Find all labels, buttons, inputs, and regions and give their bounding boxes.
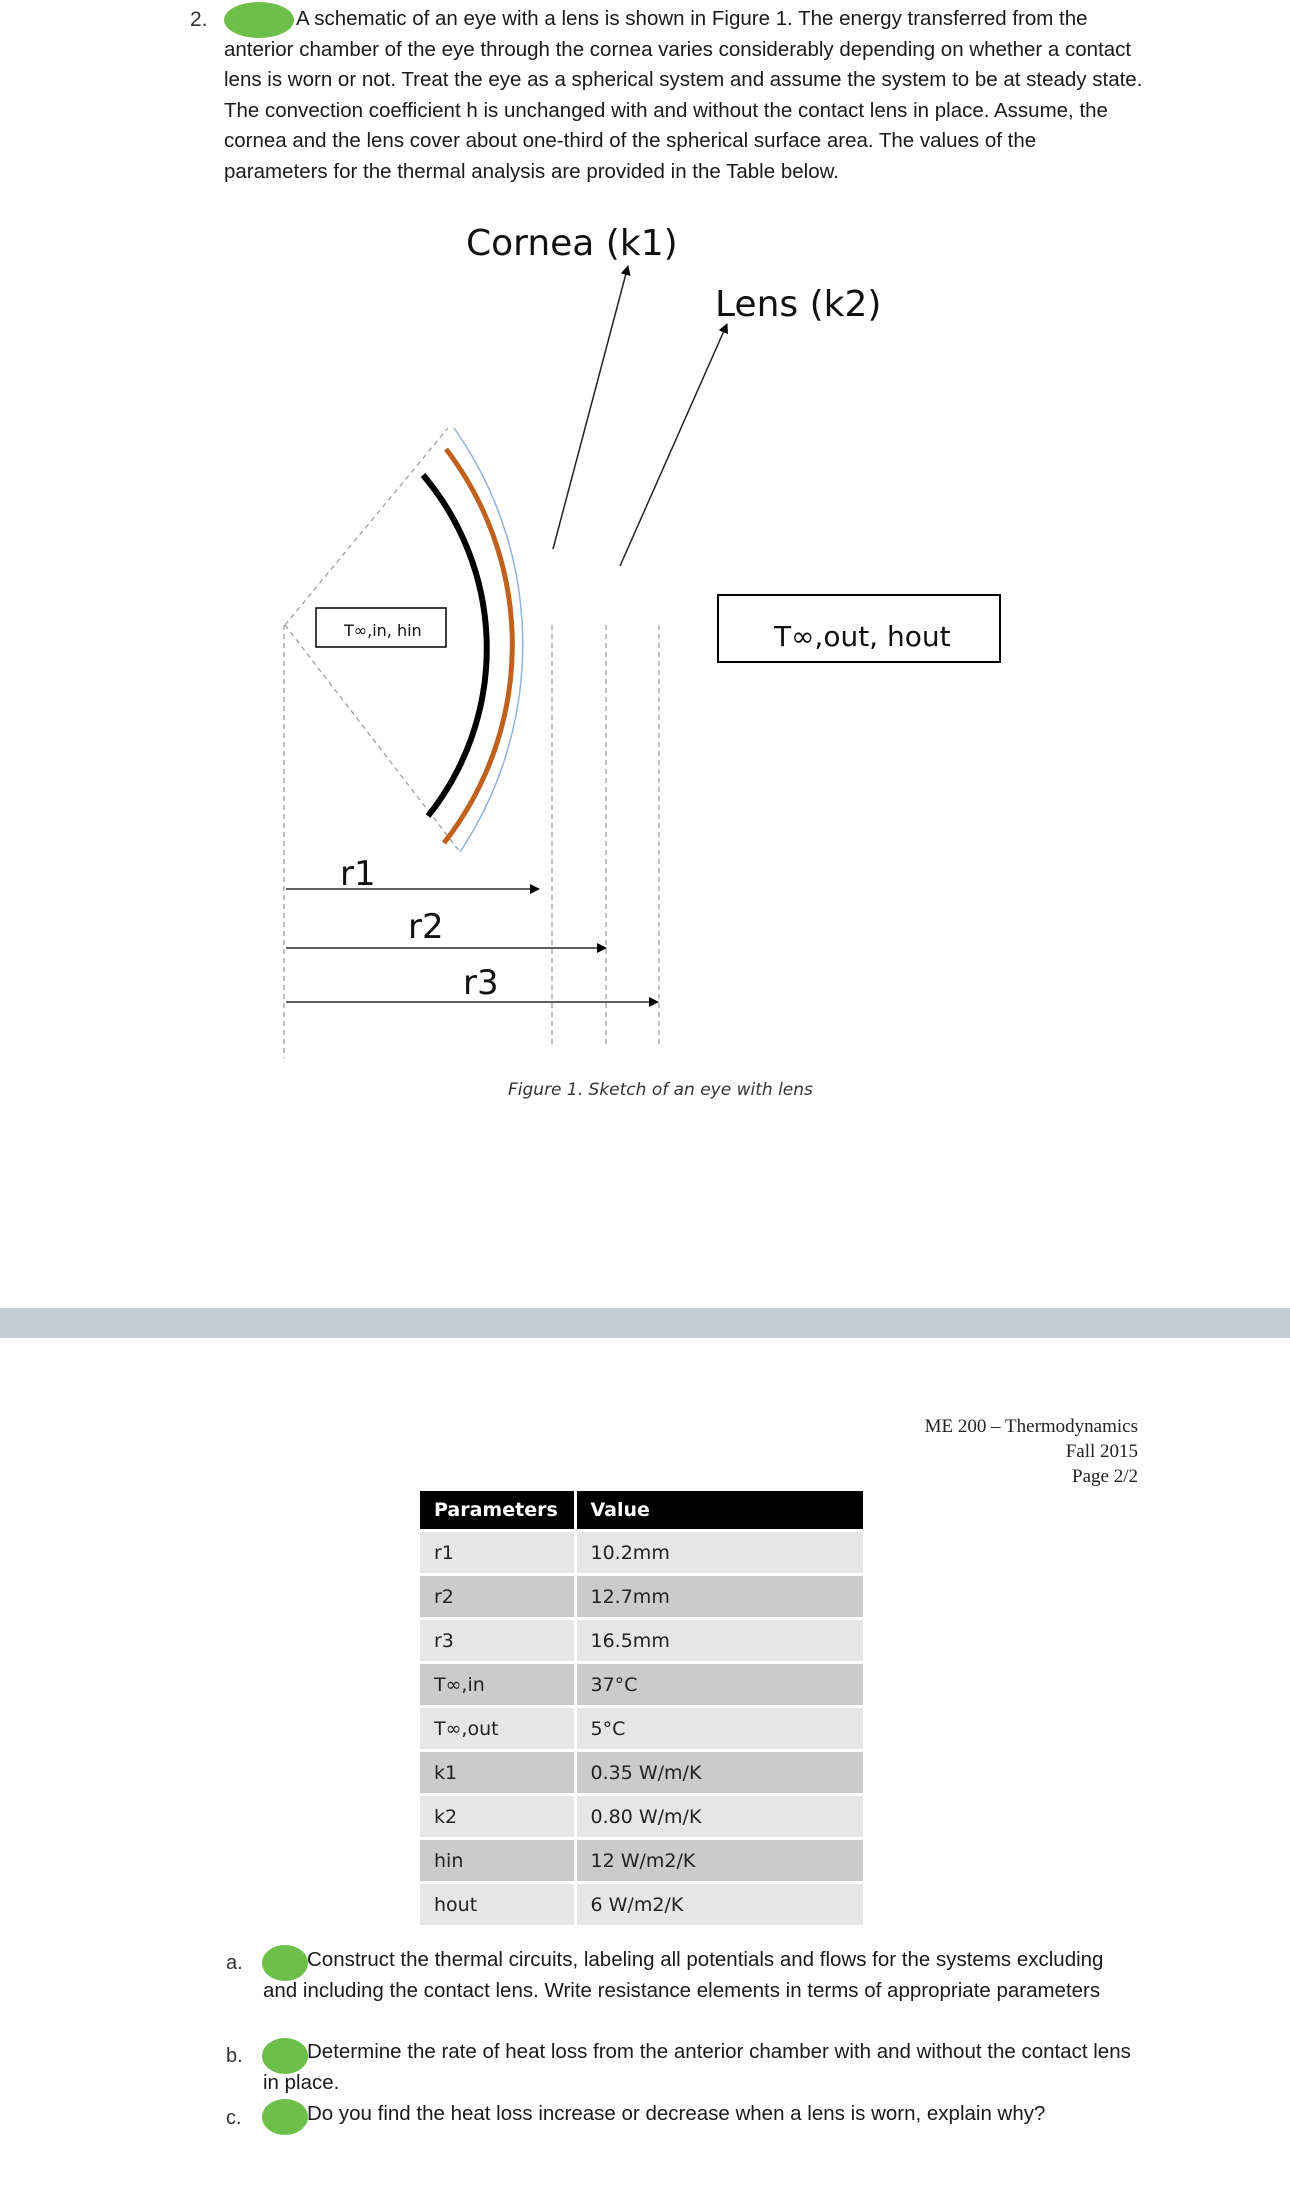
problem-number: 2. (190, 8, 208, 31)
question-a-text: Construct the thermal circuits, labeling all potentials and flows for the systems excluding and including the contact lens. Write resistance elements in terms of appropriate parameters (263, 1948, 1104, 2002)
question-a-label: a. (226, 1952, 243, 1974)
table-header-parameters: Parameters (420, 1491, 575, 1531)
table-header-row (420, 1491, 863, 1531)
course-header (925, 1414, 1138, 1489)
value-cell: 0.80 W/m/K (575, 1795, 863, 1839)
r3-label: r3 (463, 963, 499, 1003)
table-row (420, 1575, 863, 1619)
question-b-text: Determine the rate of heat loss from the anterior chamber with and without the contact lens in place. (263, 2040, 1131, 2094)
cornea-leader-arrow (553, 266, 628, 549)
value-cell: 6 W/m2/K (575, 1883, 863, 1926)
value-cell: 10.2mm (575, 1531, 863, 1575)
param-cell: hin (420, 1839, 575, 1883)
question-b-label: b. (226, 2045, 243, 2067)
sector-guide-lower (285, 625, 460, 852)
table-header-value: Value (575, 1491, 863, 1531)
param-cell: r1 (420, 1531, 575, 1575)
table-row (420, 1883, 863, 1926)
value-cell: 5°C (575, 1707, 863, 1751)
value-cell: 0.35 W/m/K (575, 1751, 863, 1795)
parameters-table (420, 1491, 863, 1925)
r2-label: r2 (408, 907, 444, 947)
table-row (420, 1531, 863, 1575)
param-cell: r3 (420, 1619, 575, 1663)
value-cell: 16.5mm (575, 1619, 863, 1663)
r1-label: r1 (340, 854, 376, 894)
param-cell: T∞,out (420, 1707, 575, 1751)
param-cell: k1 (420, 1751, 575, 1795)
problem-text: A schematic of an eye with a lens is shown in Figure 1. The energy transferred from the anterior chamber of the eye through the cornea varies considerably depending on whether a contact lens is worn or not. Treat the eye as a spherical system and assume the system to be at steady state. The convection coefficient h is unchanged with and without the contact lens in place. Assume, the cornea and the lens cover about one-third of the spherical surface area. The values of the parameters for the thermal analysis are provided in the Table below. (224, 7, 1143, 183)
figure-caption: Figure 1. Sketch of an eye with lens (508, 1080, 813, 1100)
table-row (420, 1707, 863, 1751)
course-term: Fall 2015 (1065, 1441, 1138, 1462)
t-out-label: T∞,out, hout (774, 620, 951, 653)
table-row (420, 1839, 863, 1883)
course-title: ME 200 – Thermodynamics (924, 1416, 1138, 1437)
cornea-label: Cornea (k1) (466, 223, 678, 264)
param-cell: k2 (420, 1795, 575, 1839)
page-number: Page 2/2 (1072, 1466, 1138, 1487)
param-cell: T∞,in (420, 1663, 575, 1707)
value-cell: 37°C (575, 1663, 863, 1707)
param-cell: hout (420, 1883, 575, 1926)
value-cell: 12.7mm (575, 1575, 863, 1619)
value-cell: 12 W/m2/K (575, 1839, 863, 1883)
question-c-label: c. (226, 2107, 242, 2129)
sector-guide-upper (285, 428, 448, 625)
table-row (420, 1619, 863, 1663)
page-break-band (0, 1308, 1290, 1338)
table-row (420, 1751, 863, 1795)
t-in-label: T∞,in, hin (344, 621, 422, 640)
param-cell: r2 (420, 1575, 575, 1619)
lens-label: Lens (k2) (715, 284, 882, 325)
table-row (420, 1663, 863, 1707)
table-row (420, 1795, 863, 1839)
lens-arc (444, 449, 512, 843)
lens-leader-arrow (620, 324, 727, 566)
question-c-text: Do you find the heat loss increase or decrease when a lens is worn, explain why? (307, 2102, 1046, 2125)
